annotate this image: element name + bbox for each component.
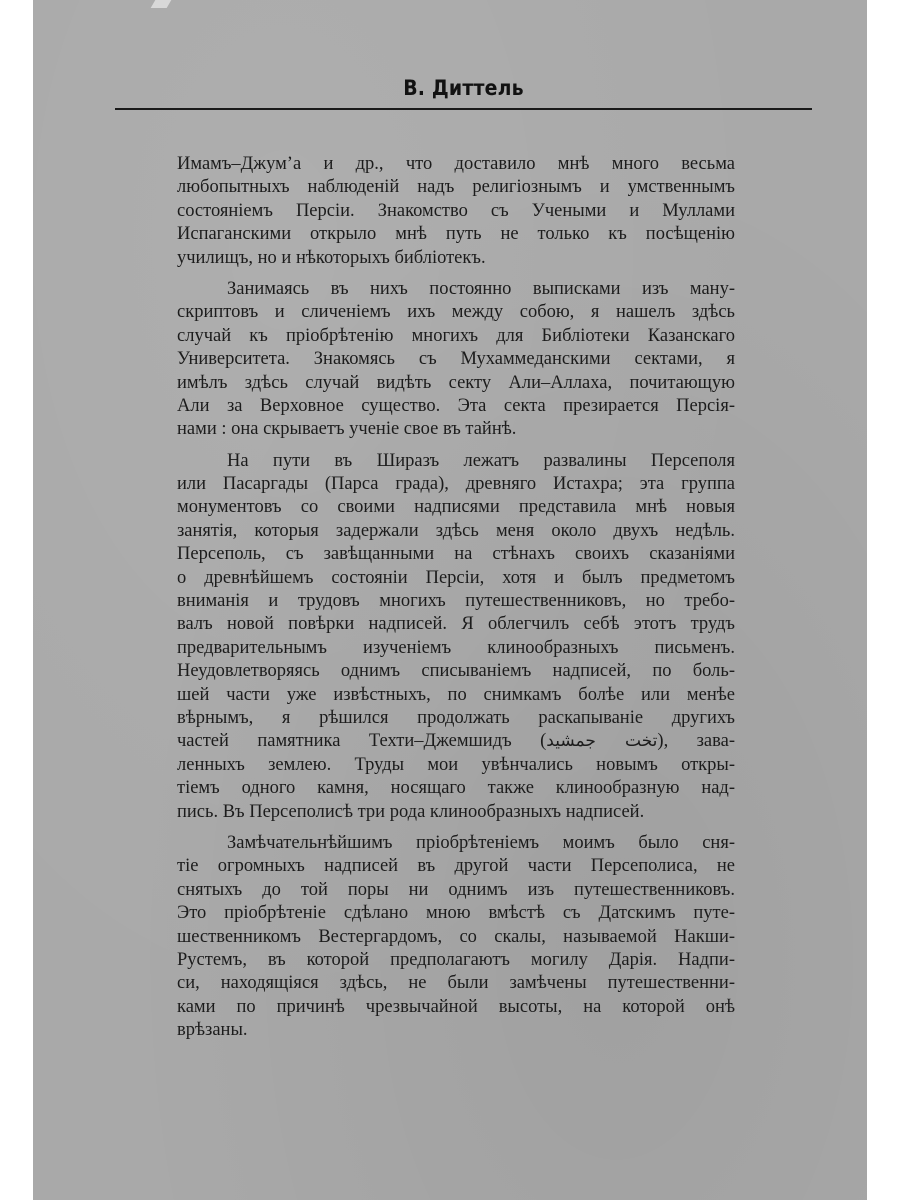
text-line: валъ новой повѣрки надписей. Я облегчилъ себѣ этотъ трудъ <box>177 614 735 635</box>
text-line: Неудовлетворяясь однимъ списываніемъ надписей, по боль- <box>177 661 735 682</box>
text-line: имѣлъ здѣсь случай видѣть секту Али–Аллаха, почитающую <box>177 372 735 393</box>
text-line: училищъ, но и нѣкоторыхъ библіотекъ. <box>177 247 486 268</box>
text-line: Рустемъ, въ которой предполагаютъ могилу Дарія. Надпи- <box>177 949 735 970</box>
text-segment: ), зава- <box>657 731 736 752</box>
text-line: На пути въ Ширазъ лежатъ развалины Персеполя <box>227 450 735 471</box>
text-line: любопытныхъ наблюденій надъ религіознымъ и умственнымъ <box>177 177 735 198</box>
text-line: или Пасаргады (Парса града), древняго Истахра; эта группа <box>177 474 735 495</box>
text-line: случай къ пріобрѣтенію многихъ для Библіотеки Казанскаго <box>177 325 735 346</box>
paragraph-2 <box>177 278 735 442</box>
page-body <box>177 153 735 1042</box>
text-line: снятыхъ до той поры ни однимъ изъ путешественниковъ. <box>177 879 735 900</box>
text-segment: частей памятника Техти–Джемшидъ ( <box>177 731 547 752</box>
text-line: занятія, которыя задержали здѣсь меня около двухъ недѣль. <box>177 520 735 541</box>
text-line: вѣрнымъ, я рѣшился продолжать раскапываніе другихъ <box>177 707 735 728</box>
text-line: шей части уже извѣстныхъ, по снимкамъ болѣе или менѣе <box>177 684 735 705</box>
paragraph-4 <box>177 832 735 1043</box>
text-line: Испаганскими открыло мнѣ путь не только къ посѣщенію <box>177 224 735 245</box>
arabic-inscription: تخت جمشيد <box>546 731 658 752</box>
paragraph-1 <box>177 153 735 270</box>
text-line: врѣзаны. <box>177 1020 248 1041</box>
text-line: Имамъ–Джум’а и др., что доставило мнѣ много весьма <box>177 154 735 174</box>
text-line: вниманія и трудовъ многихъ путешественниковъ, но требо- <box>177 591 735 612</box>
text-line: ленныхъ землею. Труды мои увѣнчались новымъ откры- <box>177 754 735 775</box>
text-line: нами : она скрываетъ ученіе свое въ тайнѣ. <box>177 419 517 440</box>
text-line-with-arabic <box>177 730 735 753</box>
text-line: Персеполь, съ завѣщанными на стѣнахъ своихъ сказаніями <box>177 544 735 565</box>
text-line: Али за Верховное существо. Эта секта презирается Персія- <box>177 395 735 416</box>
scan-corner-artifact <box>151 0 172 8</box>
paragraph-3 <box>177 450 735 824</box>
text-line: состояніемъ Персіи. Знакомство съ Учеными и Муллами <box>177 200 735 221</box>
page-header <box>115 66 812 110</box>
text-line: си, находящіяся здѣсь, не были замѣчены путешественни- <box>177 973 735 994</box>
text-line: монументовъ со своими надписями представила мнѣ новыя <box>177 497 735 518</box>
text-line: пись. Въ Персеполисѣ три рода клинообразныхъ надписей. <box>177 801 645 822</box>
text-line: скриптовъ и сличеніемъ ихъ между собою, я нашелъ здѣсь <box>177 302 735 323</box>
text-line: шественникомъ Вестергардомъ, со скалы, называемой Накши- <box>177 926 735 947</box>
text-line: предварительнымъ изученіемъ клинообразныхъ письменъ. <box>177 637 735 658</box>
text-line: тіемъ одного камня, носящаго также клинообразную над- <box>177 778 735 799</box>
text-line: тіе огромныхъ надписей въ другой части Персеполиса, не <box>177 856 735 877</box>
text-line: Университета. Знакомясь съ Мухаммеданскими сектами, я <box>177 349 735 370</box>
header-rule <box>115 108 812 110</box>
text-line: ками по причинѣ чрезвычайной высоты, на которой онѣ <box>177 996 735 1017</box>
text-line: Это пріобрѣтеніе сдѣлано мною вмѣстѣ съ Датскимъ путе- <box>177 903 735 924</box>
running-head: В. Диттель <box>403 76 524 100</box>
text-line: Занимаясь въ нихъ постоянно выписками изъ ману- <box>227 278 735 299</box>
text-line: о древнѣйшемъ состояніи Персіи, хотя и былъ предметомъ <box>177 567 735 588</box>
text-line: Замѣчательнѣйшимъ пріобрѣтеніемъ моимъ было сня- <box>227 832 735 853</box>
